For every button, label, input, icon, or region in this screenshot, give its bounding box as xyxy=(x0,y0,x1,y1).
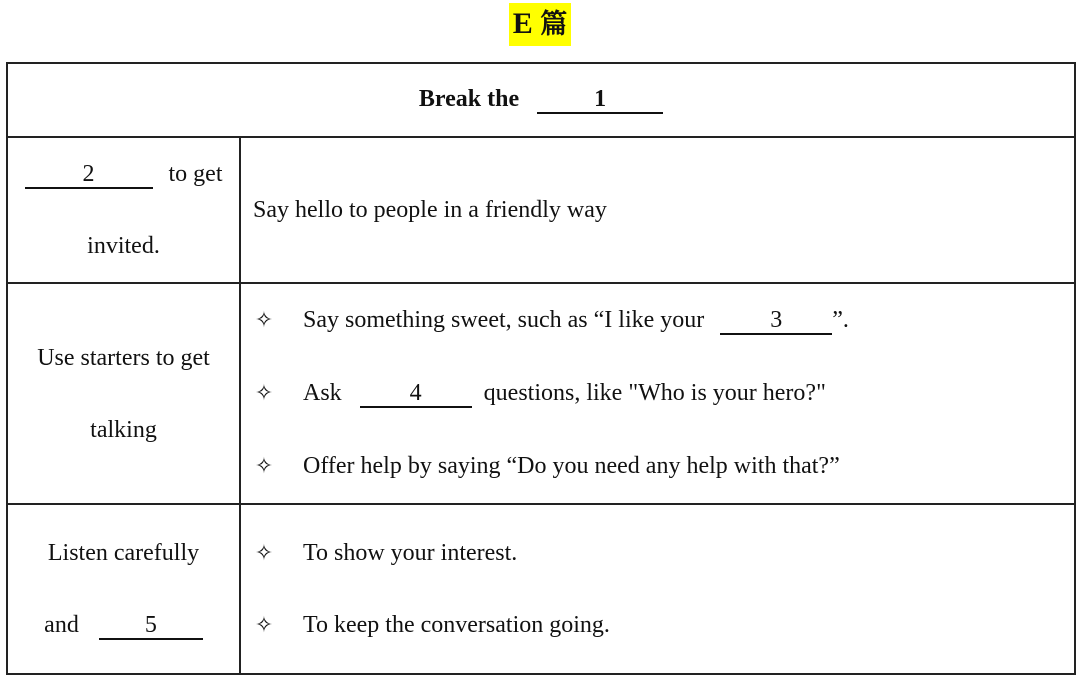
row-3-left-line-2 xyxy=(44,589,203,661)
section-title xyxy=(0,3,1080,46)
row-2-left-line-1: Use starters to get xyxy=(37,344,210,371)
title-highlight xyxy=(509,3,572,46)
bullet-show-interest-text: To show your interest. xyxy=(303,539,518,566)
bullet-keep-conversation-text: To keep the conversation going. xyxy=(303,611,610,638)
blank-1: 1 xyxy=(537,86,663,114)
row-2-left-text xyxy=(37,322,210,466)
worksheet-table xyxy=(6,62,1076,675)
bullet-4-before: Ask xyxy=(303,379,342,406)
row-3-left-cell xyxy=(7,504,240,674)
four-pointed-star-icon: ✧ xyxy=(254,381,274,406)
header-prefix: Break the xyxy=(418,86,520,112)
table-row xyxy=(7,283,1075,504)
list-item xyxy=(253,284,1074,357)
bullet-3-after: ”. xyxy=(832,306,849,333)
row-2-bullet-list xyxy=(253,284,1074,503)
row-2-left-line-2: talking xyxy=(90,416,157,443)
row-2-right-cell xyxy=(240,283,1075,504)
blank-3: 3 xyxy=(720,307,832,335)
title-cjk-character: 篇 xyxy=(540,9,568,40)
blank-5: 5 xyxy=(99,612,203,640)
four-pointed-star-icon: ✧ xyxy=(254,540,274,566)
title-letter: E xyxy=(512,7,533,40)
bullet-3-text xyxy=(303,307,849,335)
list-item xyxy=(253,517,1074,589)
table-header-row xyxy=(7,63,1075,137)
table-row xyxy=(7,137,1075,283)
row-2-left-cell xyxy=(7,283,240,504)
blank-2: 2 xyxy=(25,161,153,189)
row-1-right-text: Say hello to people in a friendly way xyxy=(253,196,607,223)
table-header-cell xyxy=(7,63,1075,137)
row-1-left-cell xyxy=(7,137,240,283)
bullet-4-text xyxy=(303,380,826,408)
list-item xyxy=(253,357,1074,430)
row-1-left-after-blank: to get xyxy=(168,161,223,187)
list-item xyxy=(253,589,1074,661)
bullet-3-before: Say something sweet, such as “I like your xyxy=(303,306,705,333)
row-1-left-line-2: invited. xyxy=(87,233,160,259)
four-pointed-star-icon: ✧ xyxy=(254,454,274,479)
blank-4: 4 xyxy=(360,380,472,408)
list-item xyxy=(253,430,1074,503)
row-3-left-text xyxy=(44,517,203,661)
row-3-right-cell xyxy=(240,504,1075,674)
row-3-left-line-1: Listen carefully xyxy=(47,540,200,566)
table-row xyxy=(7,504,1075,674)
row-3-left-before-blank: and xyxy=(44,612,79,638)
four-pointed-star-icon: ✧ xyxy=(254,612,274,638)
row-3-bullet-list xyxy=(253,517,1074,661)
bullet-offer-help-text: Offer help by saying “Do you need any help with that?” xyxy=(303,453,840,479)
row-1-left-text xyxy=(25,138,223,282)
row-1-right-cell xyxy=(240,137,1075,283)
bullet-4-after: questions, like "Who is your hero?" xyxy=(483,379,826,406)
four-pointed-star-icon: ✧ xyxy=(254,308,274,333)
row-1-left-line-1 xyxy=(25,138,223,210)
